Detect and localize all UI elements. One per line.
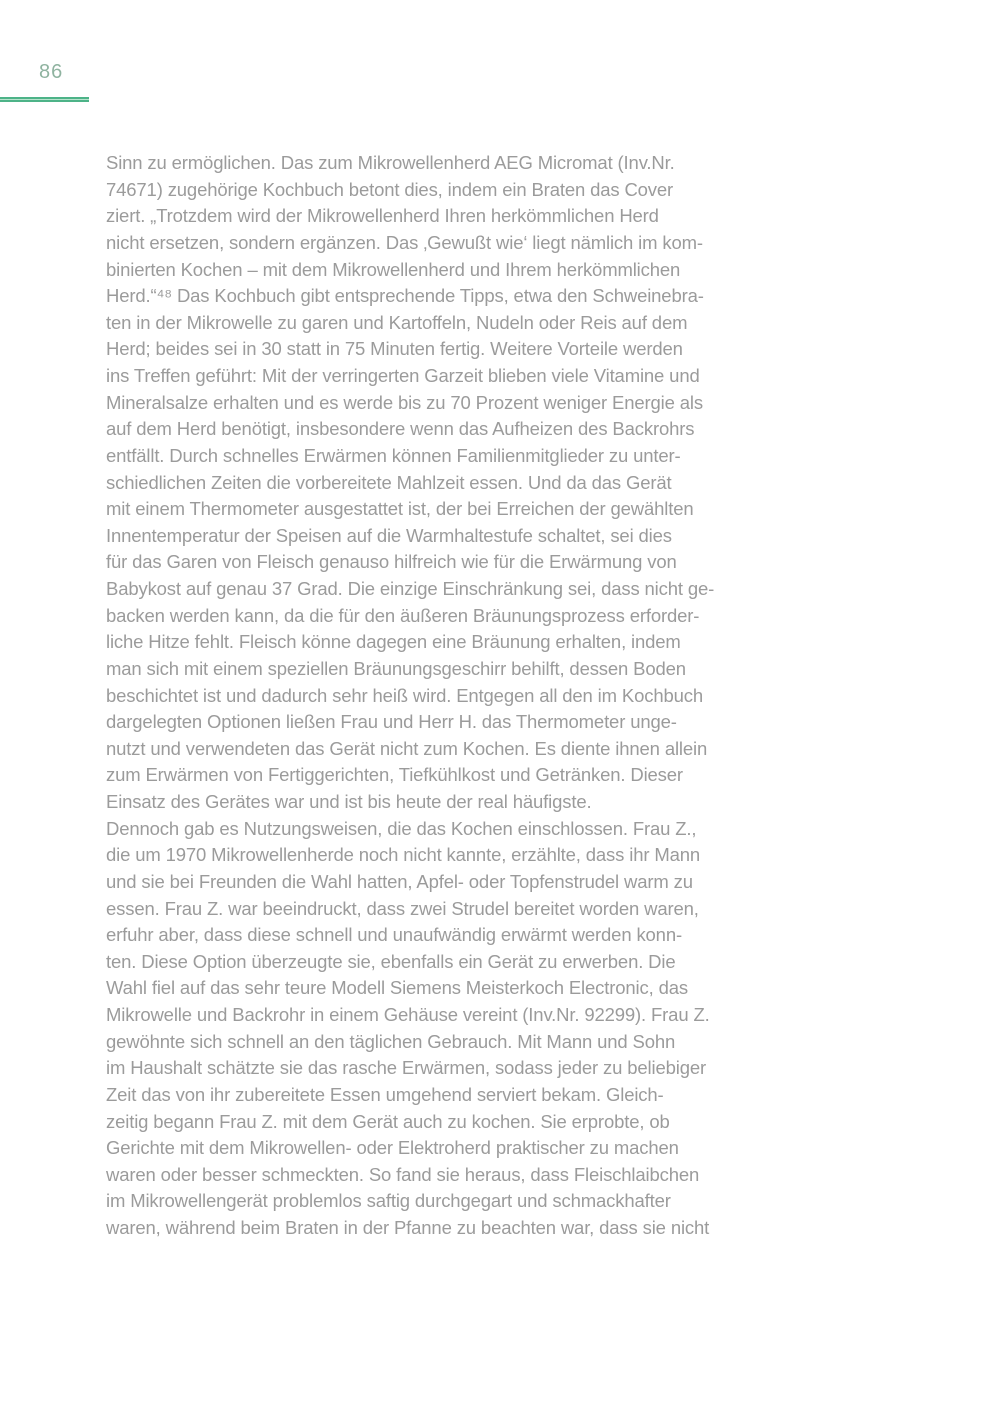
text-line: auf dem Herd benötigt, insbesondere wenn das Aufheizen des Backrohrs [106, 418, 695, 440]
text-line: schiedlichen Zeiten die vorbereitete Mahlzeit essen. Und da das Gerät [106, 471, 672, 493]
text-line: im Haushalt schätzte sie das rasche Erwärmen, sodass jeder zu beliebiger [106, 1057, 706, 1079]
text-line: zum Erwärmen von Fertiggerichten, Tiefkühlkost und Getränken. Dieser [106, 764, 683, 786]
text-line: backen werden kann, da die für den äußeren Bräunungsprozess erforder- [106, 604, 700, 626]
text-line: ten. Diese Option überzeugte sie, ebenfalls ein Gerät zu erwerben. Die [106, 950, 676, 972]
text-line: Dennoch gab es Nutzungsweisen, die das Kochen einschlossen. Frau Z., [106, 817, 697, 839]
text-line: ziert. „Trotzdem wird der Mikrowellenherd Ihren herkömmlichen Herd [106, 205, 659, 227]
text-line: Babykost auf genau 37 Grad. Die einzige Einschränkung sei, dass nicht ge- [106, 578, 715, 599]
text-line: und sie bei Freunden die Wahl hatten, Apfel- oder Topfenstrudel warm zu [106, 870, 693, 892]
text-line: Mikrowelle und Backrohr in einem Gehäuse vereint (Inv.Nr. 92299). Frau Z. [106, 1004, 710, 1025]
text-line: für das Garen von Fleisch genauso hilfreich wie für die Erwärmung von [106, 551, 677, 573]
text-line: dargelegten Optionen ließen Frau und Herr H. das Thermometer unge- [106, 711, 677, 733]
text-line: Zeit das von ihr zubereitete Essen umgehend serviert bekam. Gleich- [106, 1083, 664, 1105]
text-line: gewöhnte sich schnell an den täglichen Gebrauch. Mit Mann und Sohn [106, 1030, 676, 1052]
body-text [106, 150, 786, 1242]
text-line: binierten Kochen – mit dem Mikrowellenherd und Ihrem herkömmlichen [106, 258, 681, 280]
text-line: die um 1970 Mikrowellenherde noch nicht kannte, erzählte, dass ihr Mann [106, 844, 701, 866]
text-line: beschichtet ist und dadurch sehr heiß wird. Entgegen all den im Kochbuch [106, 684, 703, 706]
text-line: waren, während beim Braten in der Pfanne zu beachten war, dass sie nicht [106, 1217, 710, 1238]
text-line: entfällt. Durch schnelles Erwärmen können Familienmitglieder zu unter- [106, 444, 681, 466]
text-line: zeitig begann Frau Z. mit dem Gerät auch zu kochen. Sie erprobte, ob [106, 1110, 670, 1132]
text-line: Sinn zu ermöglichen. Das zum Mikrowellenherd AEG Micromat (Inv.Nr. [106, 152, 675, 173]
page-number: 86 [39, 61, 64, 83]
text-line: liche Hitze fehlt. Fleisch könne dagegen eine Bräunung erhalten, indem [106, 631, 681, 653]
text-line: nicht ersetzen, sondern ergänzen. Das ‚Gewußt wie‘ liegt nämlich im kom- [106, 231, 703, 253]
text-line: Herd.“⁴⁸ Das Kochbuch gibt entsprechende Tipps, etwa den Schweinebra- [106, 285, 704, 307]
text-line: Einsatz des Gerätes war und ist bis heute der real häufigste. [106, 791, 592, 812]
text-line: Wahl fiel auf das sehr teure Modell Siemens Meisterkoch Electronic, das [106, 977, 688, 999]
text-line: nutzt und verwendeten das Gerät nicht zum Kochen. Es diente ihnen allein [106, 737, 708, 759]
text-line: Mineralsalze erhalten und es werde bis zu 70 Prozent weniger Energie als [106, 391, 703, 413]
text-line: Innentemperatur der Speisen auf die Warmhaltestufe schaltet, sei dies [106, 524, 672, 546]
text-line: 74671) zugehörige Kochbuch betont dies, indem ein Braten das Cover [106, 178, 674, 200]
text-line: man sich mit einem speziellen Bräunungsgeschirr behilft, dessen Boden [106, 657, 686, 679]
text-line: Herd; beides sei in 30 statt in 75 Minuten fertig. Weitere Vorteile werden [106, 338, 683, 360]
text-line: mit einem Thermometer ausgestattet ist, der bei Erreichen der gewählten [106, 498, 694, 520]
text-line: Gerichte mit dem Mikrowellen- oder Elektroherd praktischer zu machen [106, 1137, 679, 1159]
text-line: waren oder besser schmeckten. So fand sie heraus, dass Fleischlaibchen [106, 1163, 700, 1185]
text-line: essen. Frau Z. war beeindruckt, dass zwei Strudel bereitet worden waren, [106, 897, 699, 919]
page-number-rule [0, 97, 89, 102]
text-line: ins Treffen geführt: Mit der verringerten Garzeit blieben viele Vitamine und [106, 365, 700, 386]
text-line: ten in der Mikrowelle zu garen und Kartoffeln, Nudeln oder Reis auf dem [106, 311, 688, 333]
text-line: im Mikrowellengerät problemlos saftig durchgegart und schmackhafter [106, 1190, 671, 1212]
text-line: erfuhr aber, dass diese schnell und unaufwändig erwärmt werden konn- [106, 924, 682, 946]
